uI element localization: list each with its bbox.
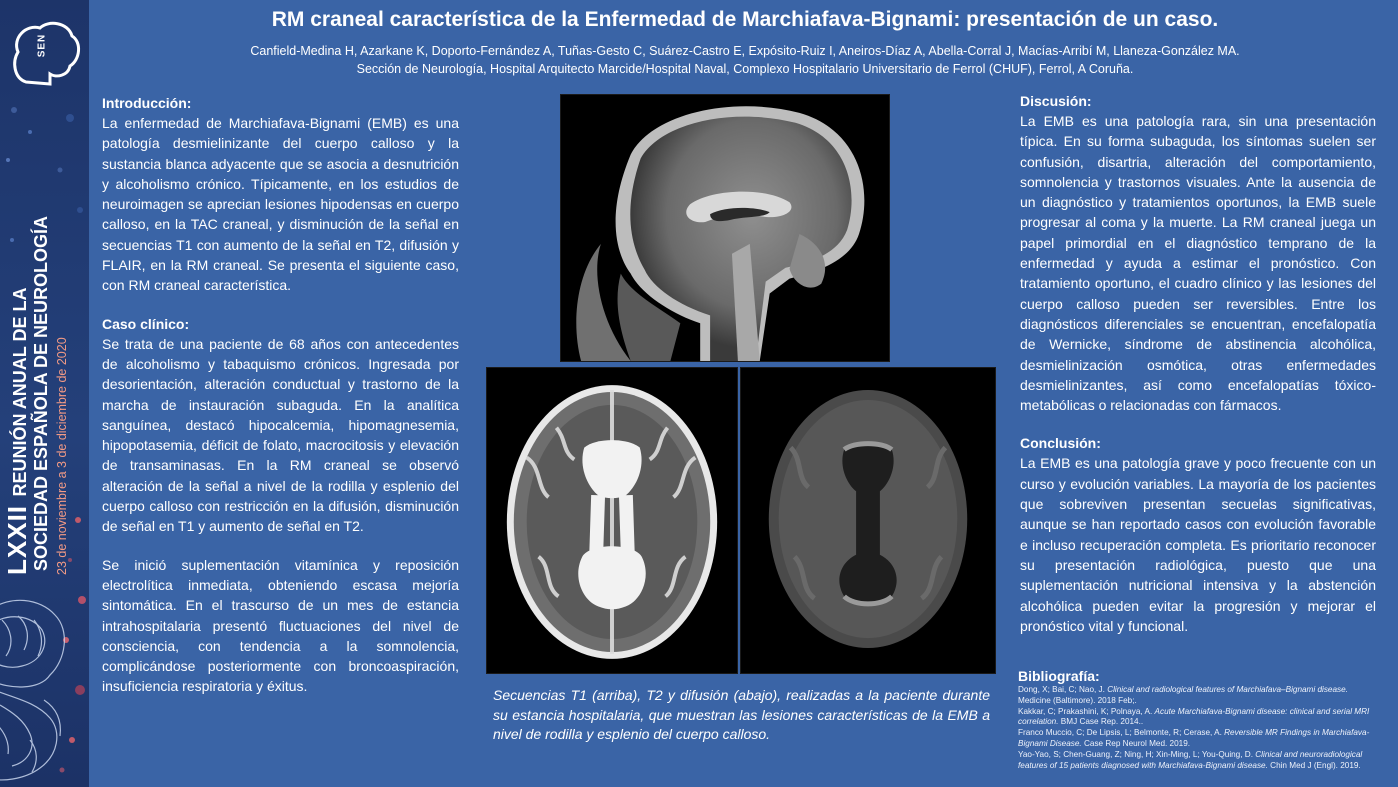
poster-title: RM craneal característica de la Enfermedad de Marchiafava-Bignami: presentación de un caso. xyxy=(271,8,1219,31)
introduccion-text: La enfermedad de Marchiafava-Bignami (EMB) es una patología desmielinizante del cuerpo calloso y la sustancia blanca adyacente que se asocia a desnutrición y alcoholismo crónico. Típicamente, en los estudios de neuroimagen se aprecian lesiones hipodensas en cuerpo calloso, en la TAC craneal, y disminución de la señal en secuencias T1 con aumento de la señal en T2, difusión y FLAIR, en la RM craneal. Se presenta el siguiente caso, con RM craneal característica. xyxy=(102,115,459,294)
t2-axial-image xyxy=(487,368,737,673)
caso-text-2: Se inició suplementación vitamínica y reposición electrolítica inmediata, obteniendo escasa mejoría sintomática. En el trascurso de un mes de estancia intrahospitalaria presentó fluctuaciones del nivel de consciencia, con tendencia a la somnolencia, complicándose posteriormente con broncoaspiración, insuficiencia respiratoria y éxitus. xyxy=(102,556,459,695)
brain-illustration xyxy=(0,590,89,787)
bibliography xyxy=(1018,667,1380,771)
caso-text-1: Se trata de una paciente de 68 años con antecedentes de alcoholismo y tabaquismo crónicos. Ingresada por desorientación, alteración conductual y trastorno de la marcha de instauración subaguda. En la analítica sanguínea, destacó hipocalcemia, hipomagnesemia, hipopotasemia, déficit de folato, macrocitosis y elevación de transaminasas. En la RM craneal se observó alteración de la señal a nivel de la rodilla y esplenio del cuerpo calloso con restricción en la difusión, disminución de señal en T1 y aumento de señal en T2. xyxy=(102,335,459,535)
meeting-title xyxy=(4,195,84,575)
right-column xyxy=(1020,91,1376,636)
bibliografia-heading: Bibliografía: xyxy=(1018,668,1100,684)
author-list: Canfield-Medina H, Azarkane K, Doporto-Fernández A, Tuñas-Gesto C, Suárez-Castro E, Expósito-Ruiz I, Aneiros-Díaz A, Abella-Corral J, Macías-Arribí M, Llaneza-González MA. xyxy=(250,44,1240,58)
edition-number: LXXII xyxy=(2,504,32,575)
affiliation: Sección de Neurología, Hospital Arquitecto Marcide/Hospital Naval, Complexo Hospitalario Universitario de Ferrol (CHUF), Ferrol, A Coruña. xyxy=(356,62,1134,76)
caso-heading: Caso clínico: xyxy=(102,315,190,332)
conclusion-text: La EMB es una patología grave y poco frecuente con un curso y evolución variables. La mayoría de los pacientes que sobreviven presentan secuelas significativas, aunque se han reportado casos con evolución favorable e incluso recuperación completa. Es prioritario reconocer su presentación radiológica, puesto que una suplementación nutricional intensiva y la abstención alcohólica pueden evitar la progresión y mejorar el pronóstico vital y funcional. xyxy=(1020,455,1376,634)
dwi-axial-image xyxy=(741,368,995,673)
figure-caption: Secuencias T1 (arriba), T2 y difusión (abajo), realizadas a la paciente durante su estancia hospitalaria, que muestran las lesiones características de la EMB a nivel de rodilla y esplenio del cuerpo calloso. xyxy=(493,687,990,742)
mri-t2-axial xyxy=(486,367,738,674)
mri-dwi-axial xyxy=(740,367,996,674)
reference-item: Franco Muccio, C; De Lipsis, L; Belmonte, R; Cerase, A. Reversible MR Findings in Marchiafava-Bignami Disease. Case Rep Neurol Med. 2019. xyxy=(1018,728,1370,748)
authors-block xyxy=(95,42,1395,78)
reference-item: Kakkar, C; Prakashini, K; Polnaya, A. Acute Marchiafava-Bignami disease: clinical and serial MRI correlation. BMJ Case Rep. 2014.. xyxy=(1018,706,1370,727)
left-column xyxy=(102,93,459,697)
meeting-dates: 23 de noviembre a 3 de diciembre de 2020 xyxy=(55,337,69,575)
reference-item: Yao-Yao, S; Chen-Guang, Z; Ning, H; Xin-Ming, L; You-Quing, D. Clinical and neuroradiological features of 15 patients diagnosed with Marchiafava-Bignami disease. Chin Med J (Engl). 2019. xyxy=(1018,749,1363,770)
mri-t1-sagittal xyxy=(560,94,890,362)
sen-logo-text: SEN xyxy=(36,33,48,58)
discusion-heading: Discusión: xyxy=(1020,93,1092,109)
conclusion-heading: Conclusión: xyxy=(1020,435,1101,452)
reference-item: Dong, X; Bai, C; Nao, J. Clinical and radiological features of Marchiafava–Bignami disease. Medicine (Baltimore). 2018 Feb;. xyxy=(1018,685,1348,705)
t1-sagittal-image xyxy=(561,95,889,361)
meeting-title-line2: SOCIEDAD ESPAÑOLA DE NEUROLOGÍA xyxy=(31,215,51,571)
discusion-text: La EMB es una patología rara, sin una presentación típica. En su forma subaguda, los síntomas suelen ser confusión, disartria, alteración del comportamiento, somnolencia y trastornos visuales. Ante la ausencia de un diagnóstico y tratamientos oportunos, la EMB suele progresar al coma y la muerte. La RM craneal juega un papel primordial en el diagnóstico temprano de la enfermedad y ayuda a estimar el pronóstico. Con tratamiento oportuno, el cuadro clínico y las lesiones del cuerpo calloso pueden ser reversibles. Entre los diagnósticos diferenciales se encuentran, encefalopatía de Wernicke, síndrome de abstinencia alcohólica, desmielinización osmótica, otras enfermedades desmielinizantes, así como encefalopatías tóxico-metabólicas o relacionadas con fármacos. xyxy=(1020,113,1376,414)
left-banner xyxy=(0,0,89,787)
introduccion-heading: Introducción: xyxy=(102,95,192,111)
meeting-title-line1: REUNIÓN ANUAL DE LA xyxy=(10,287,30,497)
